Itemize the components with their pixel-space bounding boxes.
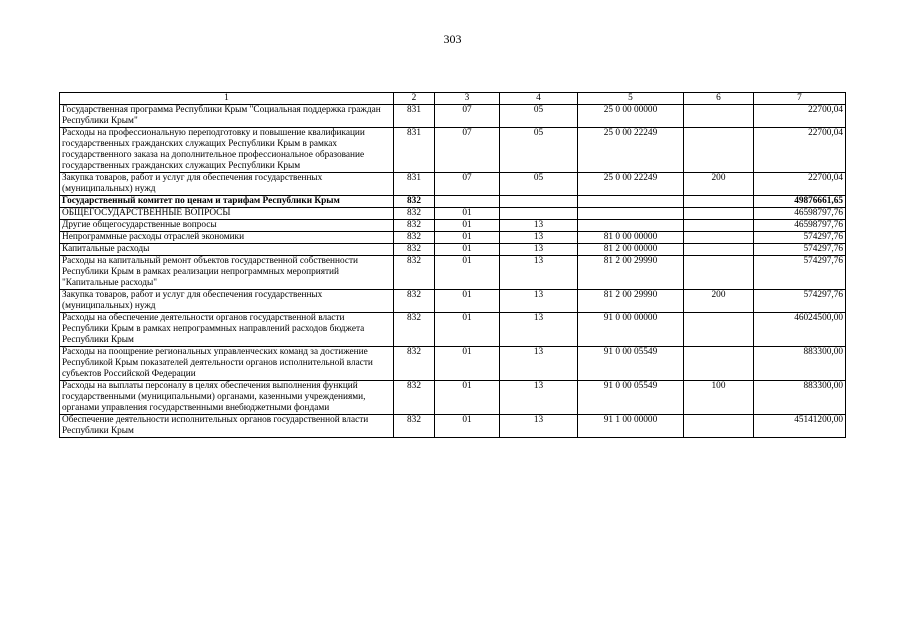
budget-table <box>59 92 846 438</box>
cell-amount: 574297,76 <box>754 290 846 313</box>
cell-name: Расходы на поощрение региональных управленческих команд за достижение Республикой Крым показателей деятельности органов исполнительной власти субъектов Российской Федерации <box>60 347 394 381</box>
cell-admin-code: 832 <box>394 232 435 244</box>
cell-admin-code: 832 <box>394 415 435 438</box>
cell-name: Государственная программа Республики Крым "Социальная поддержка граждан Республики Крым" <box>60 105 394 128</box>
cell-expense-type <box>684 208 754 220</box>
cell-section <box>435 196 500 208</box>
cell-expense-type <box>684 415 754 438</box>
cell-amount: 883300,00 <box>754 381 846 415</box>
cell-subsection: 13 <box>500 415 578 438</box>
table-row <box>60 128 846 173</box>
header-col-3: 3 <box>435 93 500 105</box>
cell-admin-code: 831 <box>394 173 435 196</box>
cell-expense-type: 200 <box>684 290 754 313</box>
cell-name: Расходы на выплаты персоналу в целях обеспечения выполнения функций государственными (муниципальными) органами, казенными учреждениями, органами управления государственными внебюджетными фондами <box>60 381 394 415</box>
cell-expense-type <box>684 128 754 173</box>
cell-target-article: 91 1 00 00000 <box>578 415 684 438</box>
cell-subsection: 13 <box>500 256 578 290</box>
cell-section: 01 <box>435 347 500 381</box>
cell-amount: 574297,76 <box>754 232 846 244</box>
header-col-4: 4 <box>500 93 578 105</box>
cell-target-article: 25 0 00 00000 <box>578 105 684 128</box>
table-row <box>60 220 846 232</box>
cell-admin-code: 832 <box>394 256 435 290</box>
cell-section: 01 <box>435 415 500 438</box>
cell-target-article: 91 0 00 00000 <box>578 313 684 347</box>
cell-section: 01 <box>435 290 500 313</box>
table-row <box>60 232 846 244</box>
cell-subsection: 13 <box>500 381 578 415</box>
cell-section: 01 <box>435 244 500 256</box>
cell-target-article: 81 2 00 29990 <box>578 290 684 313</box>
cell-subsection: 13 <box>500 290 578 313</box>
cell-admin-code: 832 <box>394 313 435 347</box>
cell-target-article: 81 2 00 29990 <box>578 256 684 290</box>
cell-name: Закупка товаров, работ и услуг для обеспечения государственных (муниципальных) нужд <box>60 173 394 196</box>
table-row <box>60 208 846 220</box>
cell-subsection: 13 <box>500 220 578 232</box>
cell-section: 01 <box>435 208 500 220</box>
cell-section: 01 <box>435 256 500 290</box>
cell-name: Обеспечение деятельности исполнительных органов государственной власти Республики Крым <box>60 415 394 438</box>
cell-section: 07 <box>435 128 500 173</box>
cell-name: Закупка товаров, работ и услуг для обеспечения государственных (муниципальных) нужд <box>60 290 394 313</box>
table-row <box>60 347 846 381</box>
cell-amount: 45141200,00 <box>754 415 846 438</box>
cell-subsection: 13 <box>500 313 578 347</box>
cell-subsection: 13 <box>500 244 578 256</box>
cell-subsection <box>500 196 578 208</box>
cell-target-article: 91 0 00 05549 <box>578 347 684 381</box>
header-col-1: 1 <box>60 93 394 105</box>
cell-target-article: 81 2 00 00000 <box>578 244 684 256</box>
cell-admin-code: 832 <box>394 196 435 208</box>
page-number: 303 <box>443 32 462 46</box>
table-row <box>60 313 846 347</box>
cell-subsection <box>500 208 578 220</box>
cell-name: Непрограммные расходы отраслей экономики <box>60 232 394 244</box>
cell-subsection: 13 <box>500 347 578 381</box>
cell-target-article: 91 0 00 05549 <box>578 381 684 415</box>
cell-name: Другие общегосударственные вопросы <box>60 220 394 232</box>
cell-section: 01 <box>435 232 500 244</box>
header-col-7: 7 <box>754 93 846 105</box>
cell-target-article <box>578 220 684 232</box>
cell-target-article: 25 0 00 22249 <box>578 128 684 173</box>
cell-amount: 883300,00 <box>754 347 846 381</box>
header-col-6: 6 <box>684 93 754 105</box>
cell-section: 01 <box>435 220 500 232</box>
cell-subsection: 05 <box>500 128 578 173</box>
cell-name: Расходы на профессиональную переподготовку и повышение квалификации государственных гражданских служащих Республики Крым в рамках государственного заказа на дополнительное профессиональное образование государственных гражданских служащих Республики Крым <box>60 128 394 173</box>
header-row <box>60 93 846 105</box>
cell-admin-code: 832 <box>394 381 435 415</box>
cell-expense-type <box>684 256 754 290</box>
cell-section: 07 <box>435 173 500 196</box>
cell-expense-type <box>684 196 754 208</box>
cell-target-article <box>578 208 684 220</box>
cell-expense-type: 200 <box>684 173 754 196</box>
cell-admin-code: 831 <box>394 128 435 173</box>
cell-amount: 46598797,76 <box>754 208 846 220</box>
cell-target-article: 25 0 00 22249 <box>578 173 684 196</box>
cell-name: Капитальные расходы <box>60 244 394 256</box>
table-row <box>60 256 846 290</box>
table-row <box>60 105 846 128</box>
cell-section: 01 <box>435 313 500 347</box>
cell-amount: 574297,76 <box>754 244 846 256</box>
cell-amount: 46598797,76 <box>754 220 846 232</box>
cell-subsection: 13 <box>500 232 578 244</box>
cell-amount: 22700,04 <box>754 105 846 128</box>
cell-subsection: 05 <box>500 105 578 128</box>
cell-amount: 49876661,65 <box>754 196 846 208</box>
header-col-2: 2 <box>394 93 435 105</box>
cell-amount: 574297,76 <box>754 256 846 290</box>
cell-admin-code: 832 <box>394 347 435 381</box>
table-row <box>60 196 846 208</box>
cell-target-article <box>578 196 684 208</box>
cell-name: Расходы на обеспечение деятельности органов государственной власти Республики Крым в рамках непрограммных направлений расходов бюджета Республики Крым <box>60 313 394 347</box>
cell-expense-type <box>684 232 754 244</box>
cell-amount: 22700,04 <box>754 173 846 196</box>
cell-admin-code: 832 <box>394 290 435 313</box>
cell-admin-code: 832 <box>394 208 435 220</box>
cell-subsection: 05 <box>500 173 578 196</box>
table-row <box>60 173 846 196</box>
header-col-5: 5 <box>578 93 684 105</box>
cell-amount: 46024500,00 <box>754 313 846 347</box>
cell-name: Расходы на капитальный ремонт объектов государственной собственности Республики Крым в рамках реализации непрограммных мероприятий "Капитальные расходы" <box>60 256 394 290</box>
table-row <box>60 415 846 438</box>
cell-expense-type <box>684 105 754 128</box>
table-row <box>60 244 846 256</box>
cell-target-article: 81 0 00 00000 <box>578 232 684 244</box>
cell-expense-type <box>684 347 754 381</box>
cell-section: 07 <box>435 105 500 128</box>
table-body <box>60 105 846 438</box>
cell-admin-code: 832 <box>394 220 435 232</box>
cell-expense-type <box>684 244 754 256</box>
cell-admin-code: 832 <box>394 244 435 256</box>
cell-name: ОБЩЕГОСУДАРСТВЕННЫЕ ВОПРОСЫ <box>60 208 394 220</box>
table-row <box>60 290 846 313</box>
cell-expense-type <box>684 220 754 232</box>
cell-expense-type <box>684 313 754 347</box>
cell-section: 01 <box>435 381 500 415</box>
cell-expense-type: 100 <box>684 381 754 415</box>
cell-amount: 22700,04 <box>754 128 846 173</box>
cell-name: Государственный комитет по ценам и тарифам Республики Крым <box>60 196 394 208</box>
cell-admin-code: 831 <box>394 105 435 128</box>
table-row <box>60 381 846 415</box>
